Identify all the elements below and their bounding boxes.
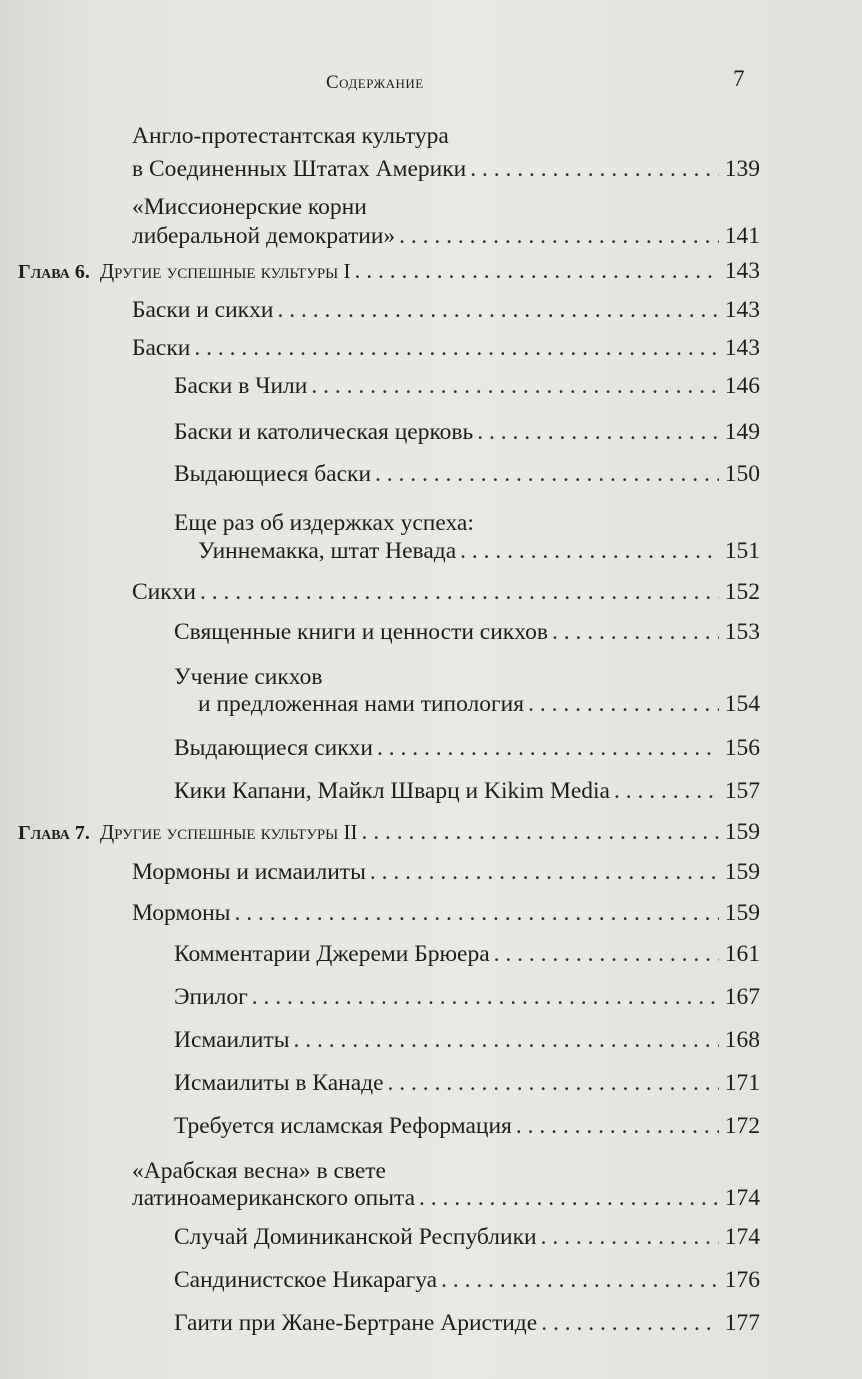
toc-page-number: 143 [724,258,760,284]
toc-entry-line: «Миссионерские корни [132,194,367,220]
toc-entry [174,414,760,450]
toc-entry-title: Исмаилиты [174,1027,290,1053]
toc-entry [174,1108,760,1144]
leader-dots [552,614,719,650]
toc-entry-title: Комментарии Джереми Брюера [174,941,490,967]
toc-chapter-entry [18,814,760,851]
toc-page-number: 149 [724,419,760,445]
leader-dots [441,1262,719,1298]
toc-page-number: 172 [724,1113,760,1139]
toc-page-number: 143 [724,335,760,361]
toc-entry-title: Уиннемакка, штат Невада [198,538,457,564]
toc-entry [198,533,760,569]
toc-entry-title: латиноамериканского опыта [132,1185,416,1211]
toc-entry-line: Учение сикхов [174,664,323,690]
toc-entry-title: Гаити при Жане-Бертране Аристиде [174,1310,538,1336]
running-header-title: Содержание [326,72,424,93]
toc-page-number: 146 [724,373,760,399]
toc-entry-line: Англо-протестантская культура [132,123,449,149]
toc-entry [174,1219,760,1255]
toc-entry [132,151,760,187]
toc-page-number: 150 [724,461,760,487]
toc-entry [174,1065,760,1101]
toc-entry [174,773,760,809]
toc-entry-title: Другие успешные культуры II [99,820,358,844]
leader-dots [388,1065,719,1101]
leader-dots [234,895,718,931]
toc-page-number: 143 [724,297,760,323]
leader-dots [419,1180,719,1216]
leader-dots [252,979,719,1015]
toc-page-number: 154 [724,691,760,717]
toc-entry [174,614,760,650]
toc-page-number: 176 [724,1267,760,1293]
toc-entry [174,730,760,766]
page-number: 7 [733,66,745,91]
leader-dots [477,414,719,450]
leader-dots [311,368,718,404]
leader-dots [470,151,719,187]
toc-entry-title: Сандинистское Никарагуа [174,1267,438,1293]
toc-entry-title: Эпилог [174,984,248,1010]
toc-entry [174,979,760,1015]
toc-page-number: 139 [724,156,760,182]
toc-entry-title: Сикхи [132,579,196,605]
leader-dots [528,686,719,722]
toc-entry-line: «Арабская весна» в свете [132,1158,386,1184]
toc-entry-title: Священные книги и ценности сикхов [174,619,548,645]
leader-dots [516,1108,719,1144]
chapter-label: Глава 7. [18,822,90,844]
toc-page-number: 159 [724,819,760,845]
leader-dots [200,574,719,610]
toc-chapter-entry [18,253,760,290]
toc-entry-title: Требуется исламская Реформация [174,1113,512,1139]
toc-page-number: 168 [724,1027,760,1053]
toc-entry-title: Баски и сикхи [132,297,274,323]
toc-entry-title: Выдающиеся сикхи [174,735,373,761]
toc-entry [132,292,760,328]
toc-entry-title: либеральной демократии» [132,223,396,249]
toc-entry-line: Еще раз об издержках успеха: [174,510,474,536]
toc-page-number: 174 [724,1185,760,1211]
leader-dots [460,533,719,569]
chapter-label: Глава 6. [18,261,90,283]
leader-dots [541,1305,719,1341]
toc-entry-title: в Соединенных Штатах Америки [132,156,467,182]
leader-dots [541,1219,719,1255]
leader-dots [375,456,719,492]
toc-entry [174,456,760,492]
toc-entry-title: Случай Доминиканской Республики [174,1224,537,1250]
toc-entry [132,330,760,366]
toc-page-number: 174 [724,1224,760,1250]
toc-page-number: 161 [724,941,760,967]
toc-page-number: 151 [724,538,760,564]
leader-dots [377,730,719,766]
toc-page-number: 152 [724,579,760,605]
toc-page-number: 153 [724,619,760,645]
toc-page-number: 157 [724,778,760,804]
toc-entry-title: Мормоны и исмаилиты [132,859,366,885]
toc-entry [174,936,760,972]
toc-entry-title: Кики Капани, Майкл Шварц и Kikim Media [174,778,610,804]
toc-entry-title: Мормоны [132,900,231,926]
toc-entry [174,1305,760,1341]
toc-page-number: 141 [724,223,760,249]
leader-dots [362,814,719,850]
toc-entry [174,1262,760,1298]
toc-entry [132,574,760,610]
toc-entry [174,1022,760,1058]
toc-entry-title: Баски в Чили [174,373,308,399]
toc-entry [132,895,760,931]
leader-dots [194,330,718,366]
leader-dots [614,773,719,809]
leader-dots [370,854,719,890]
toc-entry [198,686,760,722]
leader-dots [355,253,719,289]
leader-dots [494,936,719,972]
toc-entry-title: Баски и католическая церковь [174,419,474,445]
toc-entry-title: Баски [132,335,191,361]
toc-entry-title: Другие успешные культуры I [99,259,351,283]
toc-page-number: 156 [724,735,760,761]
toc-entry [132,218,760,254]
leader-dots [399,218,719,254]
toc-page-number: 159 [724,900,760,926]
leader-dots [293,1022,718,1058]
toc-entry-title: Выдающиеся баски [174,461,372,487]
toc-page-number: 167 [724,984,760,1010]
toc-entry-title: Исмаилиты в Канаде [174,1070,384,1096]
toc-entry-title: и предложенная нами типология [198,691,525,717]
toc-entry [132,1180,760,1216]
toc-page-number: 159 [724,859,760,885]
toc-entry [174,368,760,404]
leader-dots [277,292,718,328]
toc-page-number: 171 [724,1070,760,1096]
toc-page-number: 177 [724,1310,760,1336]
toc-entry [132,854,760,890]
